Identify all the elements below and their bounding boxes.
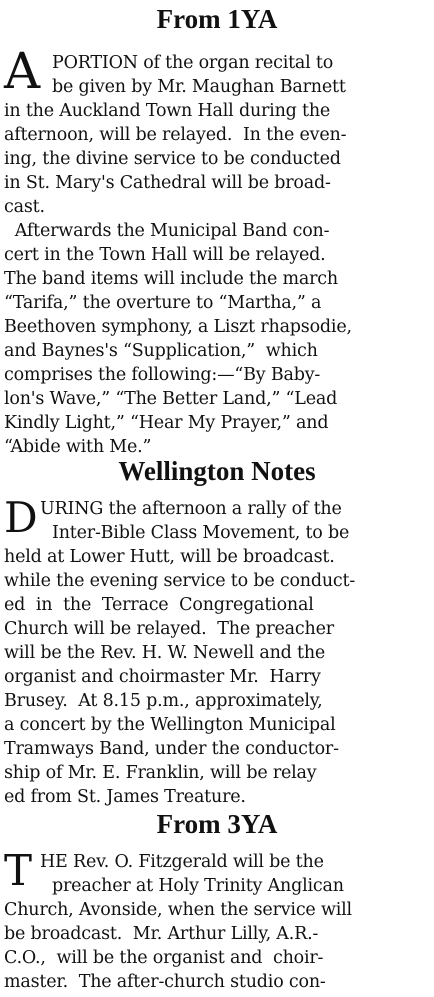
text-line: Tramways Band, under the conductor- xyxy=(4,739,339,759)
drop-cap-t: T xyxy=(4,846,33,895)
drop-cap-a: A xyxy=(4,42,41,100)
text-line: be given by Mr. Maughan Barnett xyxy=(52,77,346,97)
text-line: Brusey. At 8.15 p.m., approximately, xyxy=(4,691,323,711)
text-line: and Baynes's “Supplication,” which xyxy=(4,341,318,361)
text-line: while the evening service to be conduct- xyxy=(4,571,356,591)
drop-cap-d: D xyxy=(4,493,38,542)
text-line: in the Auckland Town Hall during the xyxy=(4,101,331,121)
text-line: be broadcast. Mr. Arthur Lilly, A.R.- xyxy=(4,924,319,944)
text-line: held at Lower Hutt, will be broadcast. xyxy=(4,547,335,567)
text-line: ship of Mr. E. Franklin, will be relay xyxy=(4,763,317,783)
text-line: Kindly Light,” “Hear My Prayer,” and xyxy=(4,413,329,433)
text-line: “Tarifa,” the overture to “Martha,” a xyxy=(4,293,322,313)
text-line: ed from St. James Treature. xyxy=(4,787,246,807)
text-line: afternoon, will be relayed. In the even- xyxy=(4,125,347,145)
text-line: Afterwards the Municipal Band con- xyxy=(4,221,330,241)
text-line: a concert by the Wellington Municipal xyxy=(4,715,336,735)
text-line: HE Rev. O. Fitzgerald will be the xyxy=(40,852,324,872)
text-line: cert in the Town Hall will be relayed. xyxy=(4,245,326,265)
heading-from-1ya: From 1YA xyxy=(156,4,278,34)
text-line: organist and choirmaster Mr. Harry xyxy=(4,667,321,687)
text-line: in St. Mary's Cathedral will be broad- xyxy=(4,173,331,193)
heading-from-3ya: From 3YA xyxy=(156,809,278,839)
text-line: ed in the Terrace Congregational xyxy=(4,595,314,615)
text-line: The band items will include the march xyxy=(4,269,338,289)
text-line: preacher at Holy Trinity Anglican xyxy=(52,876,344,896)
text-line: cast. xyxy=(4,197,45,217)
text-line: C.O., will be the organist and choir- xyxy=(4,948,324,968)
text-line: Church will be relayed. The preacher xyxy=(4,619,334,639)
text-line: will be the Rev. H. W. Newell and the xyxy=(4,643,326,663)
text-line: comprises the following:—“By Baby- xyxy=(4,365,321,385)
heading-wellington-notes: Wellington Notes xyxy=(118,456,316,486)
text-line: master. The after-church studio con- xyxy=(4,972,326,992)
text-line: Inter-Bible Class Movement, to be xyxy=(52,523,350,543)
text-line: PORTION of the organ recital to xyxy=(52,53,334,73)
text-line: “Abide with Me.” xyxy=(4,437,152,457)
text-line: lon's Wave,” “The Better Land,” “Lead xyxy=(4,389,338,409)
text-line: Church, Avonside, when the service will xyxy=(4,900,352,920)
text-line: ing, the divine service to be conducted xyxy=(4,149,341,169)
text-line: Beethoven symphony, a Liszt rhapsodie, xyxy=(4,317,352,337)
text-line: URING the afternoon a rally of the xyxy=(40,499,342,519)
